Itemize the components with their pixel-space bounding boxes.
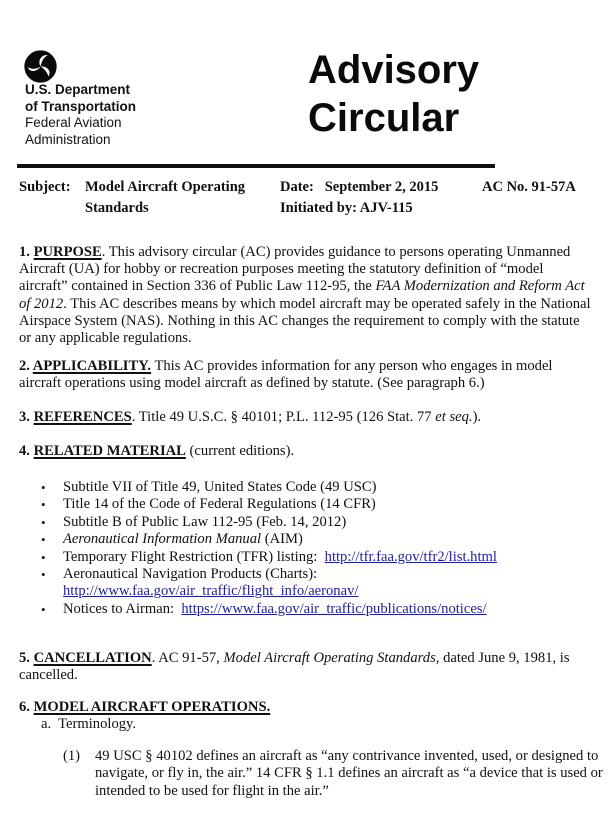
section-text: . This AC describes means by which model aircraft may be operated safely in the National Airspace System (NAS). Nothing in this AC changes the requirement to comply with the statute or any applicable regulations. [19, 295, 591, 347]
list-item [35, 479, 497, 496]
section-cancellation [19, 650, 594, 684]
section-related-material [19, 443, 594, 460]
list-item [35, 531, 497, 548]
tfr-link[interactable]: http://tfr.faa.gov/tfr2/list.html [324, 548, 497, 565]
aeronav-link[interactable]: http://www.faa.gov/air_traffic/flight_info/aeronav/ [63, 583, 359, 600]
section-italic: Model Aircraft Operating Standards [223, 650, 436, 666]
header-divider [17, 164, 495, 168]
section-text: ). [472, 409, 482, 425]
list-item-text: Title 14 of the Code of Federal Regulations (14 CFR) [63, 496, 376, 513]
document-title [308, 46, 479, 142]
section-heading: MODEL AIRCRAFT OPERATIONS. [33, 699, 271, 715]
subject-line-1: Model Aircraft Operating [85, 179, 246, 195]
list-item-text: Subtitle B of Public Law 112-95 (Feb. 14, 2012) [63, 513, 347, 530]
list-item-text: (AIM) [261, 531, 303, 548]
notices-link[interactable]: https://www.faa.gov/air_traffic/publications/notices/ [181, 600, 487, 617]
section-number: 1. [19, 244, 34, 260]
list-item [35, 566, 497, 601]
agency-line-4: Administration [25, 131, 111, 147]
section-heading: PURPOSE [33, 244, 102, 260]
date-line: Date: September 2, 2015 [280, 179, 439, 195]
section-number: 5. [19, 650, 34, 666]
section-text: . This advisory circular (AC) provides guidance to persons operating Unmanned Aircraft (UA) for hobby or recreation purposes meeting the statutory definition of “model aircraft” contained in Section 336 of Public Law 112-95, the [19, 244, 571, 295]
list-item-text: Aeronautical Navigation Products (Charts): [63, 566, 318, 583]
dot-triskelion-logo-icon [24, 50, 57, 83]
subsection-terminology: a. Terminology. [41, 716, 137, 732]
list-item-text: Subtitle VII of Title 49, United States Code (49 USC) [63, 479, 377, 495]
section-purpose [19, 244, 594, 347]
section-text: This AC provides information for any person who engages in model aircraft operations using model aircraft as defined by statute. (See paragraph 6.) [19, 358, 553, 392]
related-material-list [35, 479, 497, 618]
subject-label: Subject: [19, 179, 71, 195]
agency-line-2: of Transportation [25, 98, 136, 114]
agency-line-1: U.S. Department [25, 82, 131, 97]
list-item [35, 496, 497, 513]
section-heading: RELATED MATERIAL [33, 443, 186, 459]
section-references [19, 409, 594, 426]
section-italic: FAA Modernization and Reform Act of 2012 [19, 278, 585, 312]
item-number: (1) [63, 748, 81, 764]
section-text: , dated June 9, 1981, is cancelled. [19, 650, 570, 684]
list-item [35, 601, 497, 618]
section-number: 6. [19, 699, 34, 715]
date-block [280, 177, 438, 219]
section-applicability [19, 358, 594, 392]
list-item [35, 549, 497, 566]
list-item-text: Temporary Flight Restriction (TFR) listing: [63, 548, 325, 565]
list-item-italic: Aeronautical Information Manual [63, 531, 262, 548]
agency-line-3: Federal Aviation [25, 115, 122, 130]
section-italic: et seq. [435, 409, 473, 425]
subject-value [85, 177, 245, 219]
ac-number: AC No. 91-57A [482, 179, 576, 195]
list-item [35, 514, 497, 531]
section-heading: CANCELLATION [33, 650, 152, 666]
section-operations [19, 699, 594, 716]
section-number: 2. [19, 358, 33, 374]
section-text: . Title 49 U.S.C. § 40101; P.L. 112-95 (126 Stat. 77 [131, 409, 436, 425]
initiated-by: Initiated by: AJV-115 [280, 200, 413, 216]
title-line-1: Advisory [308, 48, 480, 92]
agency-block [25, 82, 136, 148]
section-heading: REFERENCES [33, 409, 132, 425]
section-number: 4. [19, 443, 34, 459]
list-item-text: Notices to Airman: [63, 600, 182, 617]
section-text: (current editions). [185, 443, 295, 459]
title-line-2: Circular [308, 96, 460, 140]
section-text: . AC 91-57, [151, 650, 224, 666]
subject-line-2: Standards [85, 200, 149, 216]
section-heading: APPLICABILITY. [32, 358, 152, 374]
section-number: 3. [19, 409, 34, 425]
item-text: 49 USC § 40102 defines an aircraft as “any contrivance invented, used, or designed to navigate, or fly in, the air.” 14 CFR § 1.1 defines an aircraft as “a device that is used or intended to be used for flight in the air.” [95, 748, 603, 799]
